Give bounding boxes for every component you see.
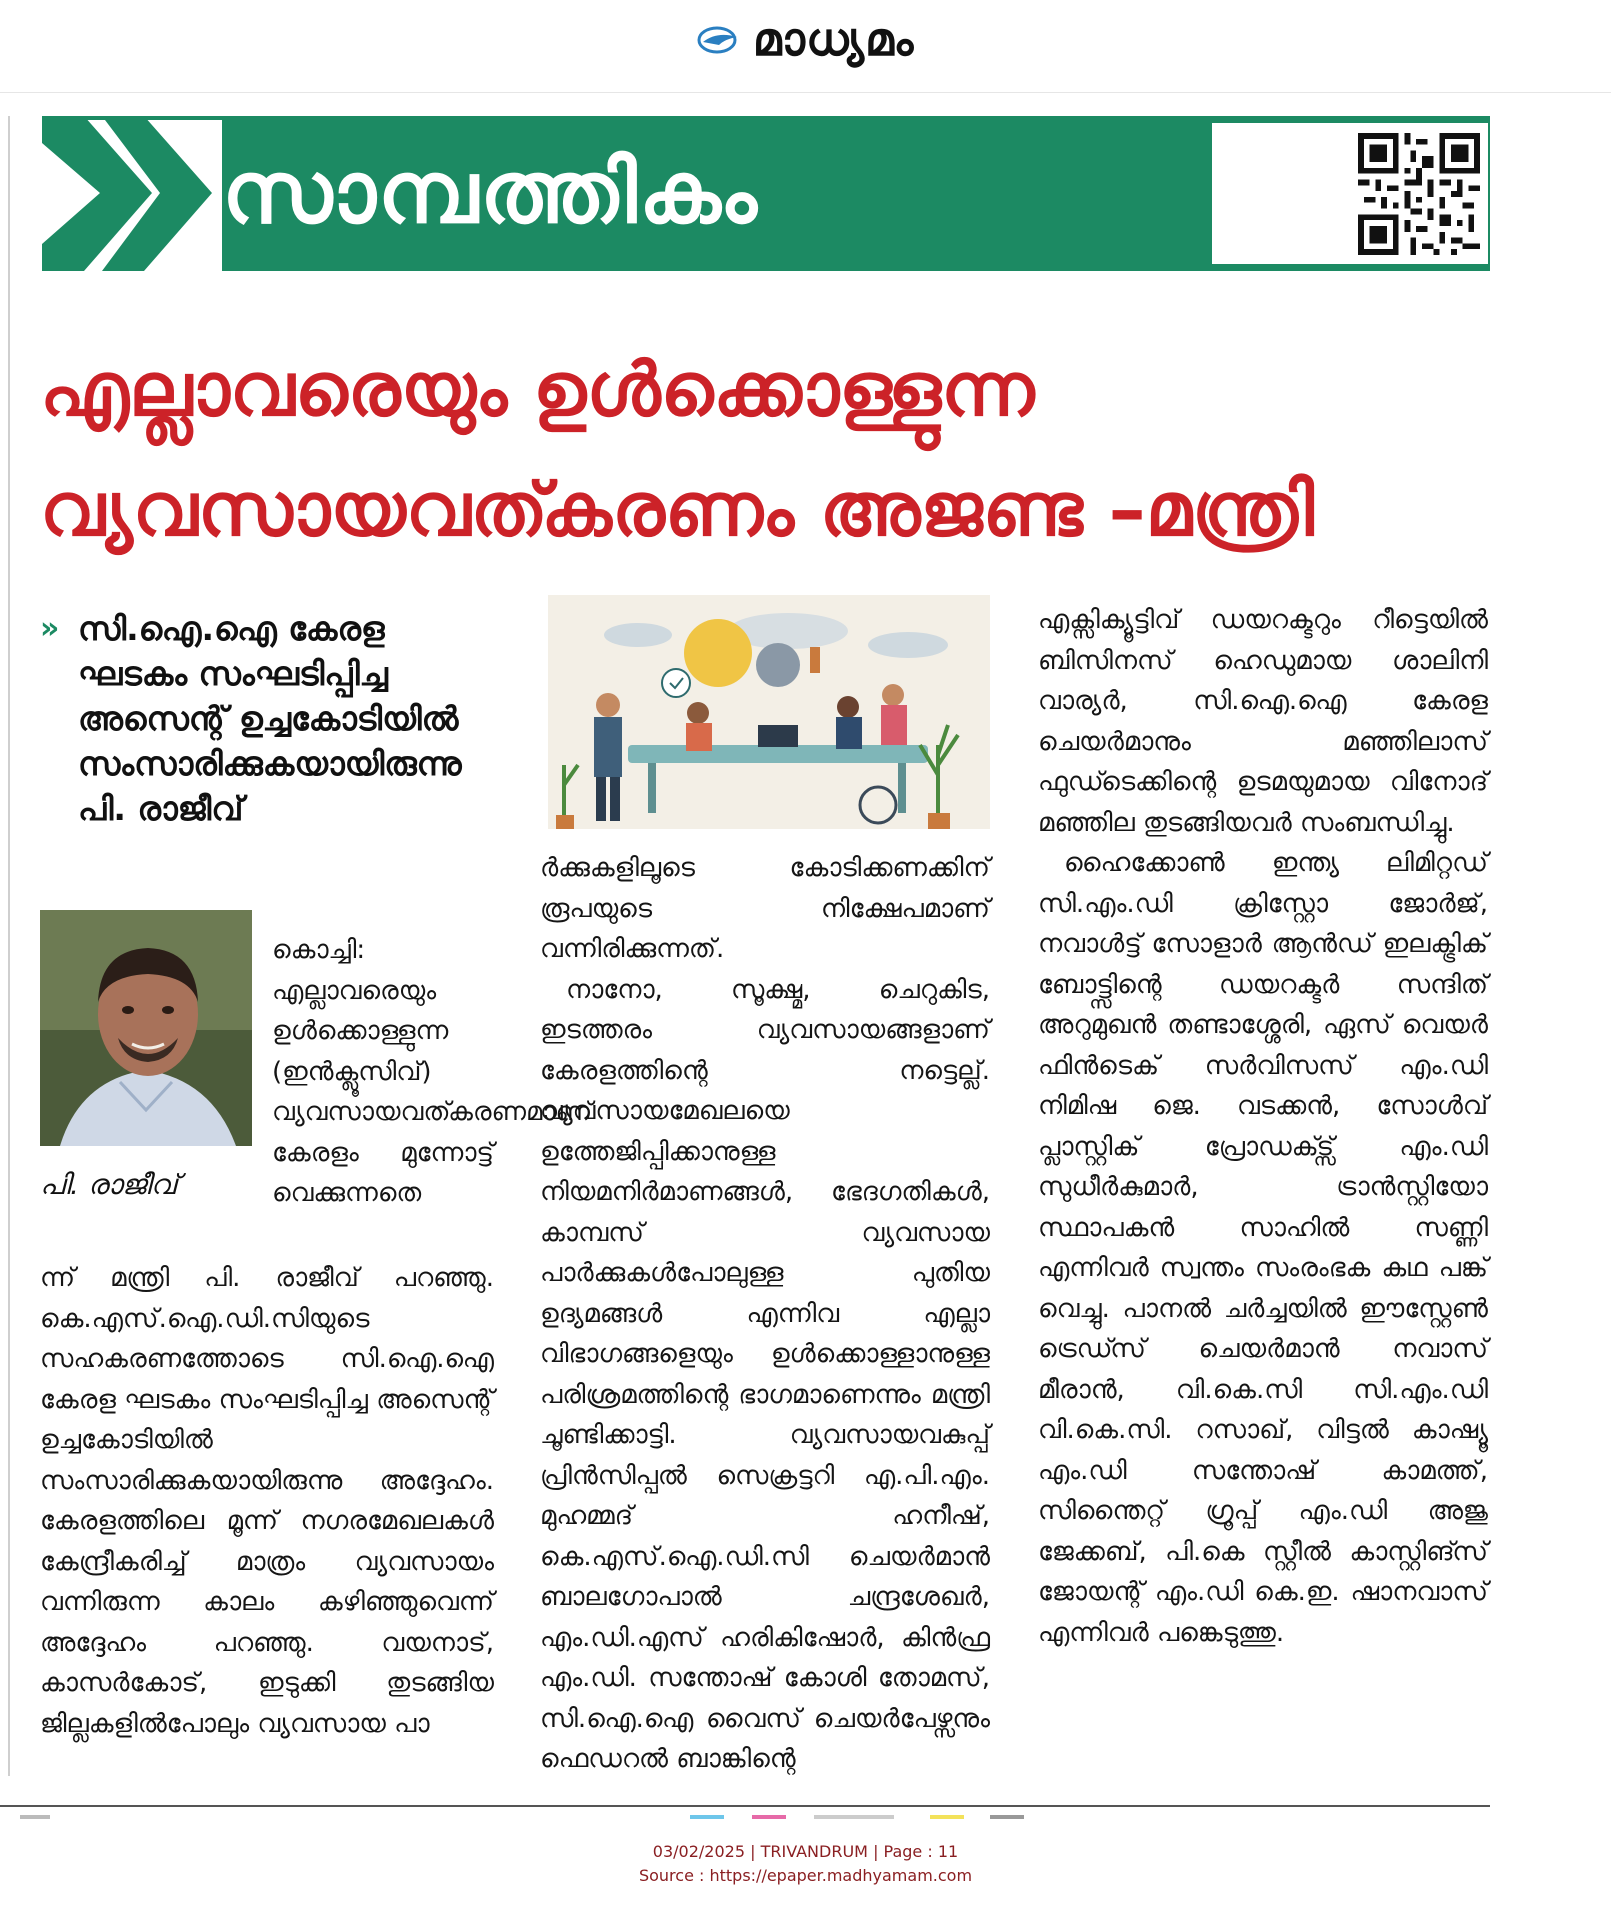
column-3-text xyxy=(1038,600,1488,1653)
headline-line-1: എല്ലാവരെയും ഉൾക്കൊള്ളുന്ന xyxy=(40,347,1035,433)
intro-highlight xyxy=(40,606,500,831)
paragraph: ഹൈക്കോൺ ഇന്ത്യ ലിമിറ്റഡ് സി.എം.ഡി ക്രിസ്റ്റോ ജോർജ്, നവാൾട്ട് സോളാർ ആൻഡ് ഇലക്ട്രിക് ബോട്ട്സിന്റെ ഡയറക്ടർ സന്ദിത് അറുമുഖൻ തണ്ടാശ്ശേരി, ഏസ് വെയർ ഫിൻടെക് സർവിസസ് എം.ഡി നിമിഷ ജെ. വടക്കൻ, സോൾവ് പ്ലാസ്റ്റിക് പ്രോഡക്ട്സ് എം.ഡി സുധീർകുമാർ, ട്രാൻസ്റ്റിയോ സ്ഥാപകൻ സാഹിൽ സണ്ണി എന്നിവർ സ്വന്തം സംരംഭക കഥ പങ്ക് വെച്ചു. പാനൽ ചർച്ചയിൽ ഈസ്റ്റേൺ ട്രെഡ്സ് ചെയർമാൻ നവാസ് മീരാൻ, വി.കെ.സി സി.എം.ഡി വി.കെ.സി. റസാഖ്, വിട്ടൽ കാഷ്യൂ എം.ഡി സന്തോഷ് കാമത്ത്, സിന്തൈറ്റ് ഗ്രൂപ്പ് എം.ഡി അജു ജേക്കബ്, പി.കെ സ്റ്റീൽ കാസ്റ്റിങ്സ് ജോയന്റ് എം.ഡി കെ.ഇ. ഷാനവാസ് എന്നിവർ പങ്കെടുത്തു. xyxy=(1038,848,1488,1648)
headline xyxy=(40,330,1490,570)
color-registration-marks xyxy=(0,1812,1611,1822)
column-1-side-text xyxy=(272,930,593,1214)
masthead xyxy=(0,0,1611,80)
paragraph: എക്സിക്യൂട്ടിവ് ഡയറക്ടറും റീട്ടെയിൽ ബിസിനസ് ഹെഡുമായ ശാലിനി വാര്യർ, സി.ഐ.ഐ കേരള ചെയർമാനും മഞ്ഞിലാസ് ഫുഡ്ടെക്കിന്റെ ഉടമയുമായ വിനോദ് മഞ്ഞില തുടങ്ങിയവർ സംബന്ധിച്ചു. xyxy=(1038,605,1488,838)
meeting-illustration xyxy=(548,595,990,829)
brand-name: മാധ്യമം xyxy=(752,12,915,66)
bullet-chevron-icon: » xyxy=(40,611,60,646)
paragraph: ന്ന് മന്ത്രി പി. രാജീവ് പറഞ്ഞു. കെ.എസ്.ഐ.ഡി.സിയുടെ സഹകരണത്തോടെ സി.ഐ.ഐ കേരള ഘടകം സംഘടിപ്പിച്ച അസെന്റ് ഉച്ചകോടിയിൽ സംസാരിക്കുകയായിരുന്നു അദ്ദേഹം. കേരളത്തിലെ മൂന്ന് നഗരമേഖലകൾ കേന്ദ്രീകരിച്ച് മാത്രം വ്യവസായം വന്നിരുന്ന കാലം കഴിഞ്ഞുവെന്ന് അദ്ദേഹം പറഞ്ഞു. വയനാട്, കാസർകോട്, ഇടുക്കി തുടങ്ങിയ ജില്ലകളിൽപോലും വ്യവസായ പാ xyxy=(40,1263,494,1739)
double-chevron-icon xyxy=(42,116,222,271)
bird-logo-icon xyxy=(697,25,743,55)
intro-text: സി.ഐ.ഐ കേരള ഘടകം സംഘടിപ്പിച്ച അസെന്റ് ഉച്ചകോടിയിൽ സംസാരിക്കുകയായിരുന്നു പി. രാജീവ് xyxy=(78,609,462,828)
column-2-text xyxy=(540,848,990,1780)
qr-panel xyxy=(1210,121,1490,266)
footer-date-edition: 03/02/2025 | TRIVANDRUM | Page : 11 xyxy=(652,1842,959,1861)
photo-caption: പി. രാജീവ് xyxy=(40,1168,178,1201)
portrait-photo xyxy=(40,910,252,1146)
left-margin-rule xyxy=(8,116,10,1776)
paragraph: ർക്കുകളിലൂടെ കോടിക്കണക്കിന് രൂപയുടെ നിക്ഷേപമാണ് വന്നിരിക്കുന്നത്. xyxy=(540,853,990,964)
bottom-divider xyxy=(0,1805,1490,1807)
qr-code-icon[interactable] xyxy=(1358,133,1480,255)
footer-source-link[interactable]: Source : https://epaper.madhyamam.com xyxy=(638,1866,973,1885)
headline-line-2: വ്യവസായവത്കരണം അജണ്ട –മന്ത്രി xyxy=(40,467,1315,553)
section-banner xyxy=(42,116,1490,271)
paragraph: നാനോ, സൂക്ഷ്മ, ചെറുകിട, ഇടത്തരം വ്യവസായങ്ങളാണ് കേരളത്തിന്റെ നട്ടെല്ല്. വ്യവസായമേഖലയെ ഉത്തേജിപ്പിക്കാനുള്ള നിയമനിർമാണങ്ങൾ, ഭേദഗതികൾ, കാമ്പസ് വ്യവസായ പാർക്കുകൾപോലുള്ള പുതിയ ഉദ്യമങ്ങൾ എന്നിവ എല്ലാ വിഭാഗങ്ങളെയും ഉൾക്കൊള്ളാനുള്ള പരിശ്രമത്തിന്റെ ഭാഗമാണെന്നും മന്ത്രി ചൂണ്ടിക്കാട്ടി. വ്യവസായവകുപ്പ് പ്രിൻസിപ്പൽ സെക്രട്ടറി എ.പി.എം. മുഹമ്മദ് ഹനീഷ്, കെ.എസ്.ഐ.ഡി.സി ചെയർമാൻ ബാലഗോപാൽ ചന്ദ്രശേഖർ, എം.ഡി.എസ് ഹരികിഷോർ, കിൻഫ്ര എം.ഡി. സന്തോഷ് കോശി തോമസ്, സി.ഐ.ഐ വൈസ് ചെയർപേഴ്സനും ഫെഡറൽ ബാങ്കിന്റെ xyxy=(540,974,990,1774)
top-divider xyxy=(0,92,1611,93)
paragraph: കൊച്ചി: എല്ലാവരെയും ഉൾക്കൊള്ളുന്ന (ഇൻക്ലൂസിവ്) വ്യവസായവത്കരണമാണ് കേരളം മുന്നോട്ട് വെക്കുന്നതെ xyxy=(272,935,593,1208)
column-1-main-text xyxy=(40,1258,494,1744)
page-footer xyxy=(0,1840,1611,1888)
section-title: സാമ്പത്തികം xyxy=(222,143,759,243)
